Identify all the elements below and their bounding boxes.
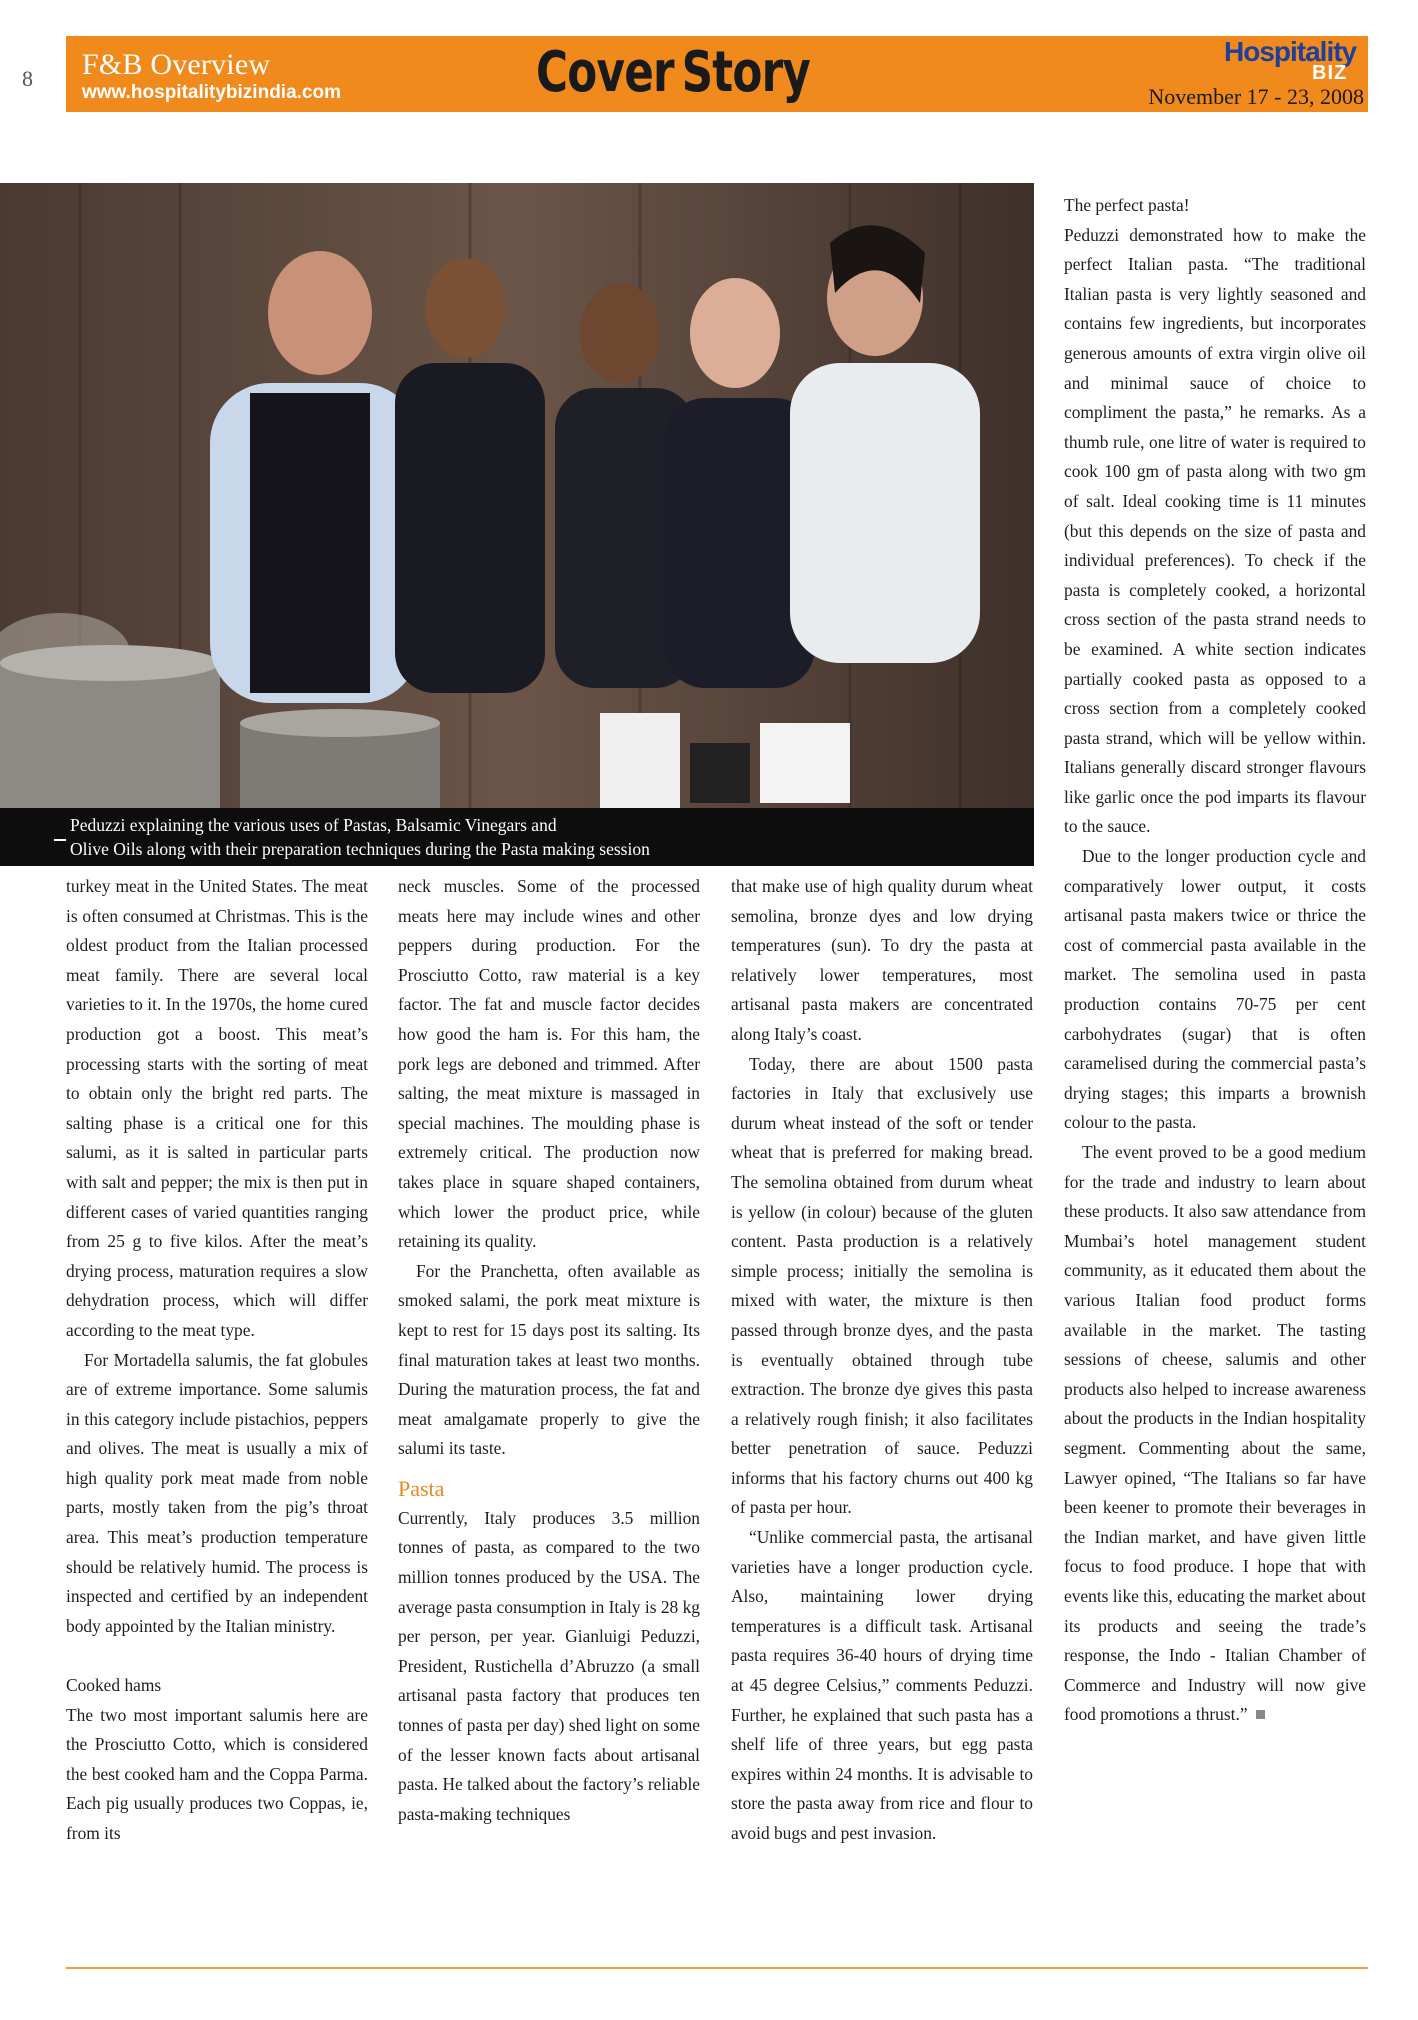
caption-dash <box>54 839 66 841</box>
brand-logo-main: Hospitality <box>1224 36 1357 67</box>
event-photo <box>0 183 1034 865</box>
cover-story-word-1: Cover <box>536 40 674 105</box>
paragraph-final <box>1064 1138 1366 1730</box>
photo-caption <box>0 808 1034 866</box>
paragraph: The two most important salumis here are the Prosciutto Cotto, which is considered the best cooked ham and the Coppa Parma. Each pig usually produces two Coppas, ie, from its <box>66 1704 368 1843</box>
paragraph: Currently, Italy produces 3.5 million tonnes of pasta, as compared to the two million tonnes produced by the USA. The average pasta consumption in Italy is 28 kg per person, per year. Gianluigi Peduzzi, President, Rustichella d’Abruzzo (a small artisanal pasta factory that produces ten tonnes of pasta per day) shed light on some of the lesser known facts about artisanal pasta. He talked about the factory’s reliable pasta-making techniques <box>398 1507 700 1824</box>
paragraph: Today, there are about 1500 pasta factories in Italy that exclusively use durum wheat instead of the soft or tender wheat that is preferred for making bread. The semolina obtained from durum wheat is yellow (in colour) because of the gluten content. Pasta production is a relatively simple process; initially the semolina is mixed with water, the mixture is then passed through bronze dyes, and the pasta is eventually obtained through tube extraction. The bronze dye gives this pasta a relatively rough finish; it also facilitates better penetration of sauce. Peduzzi informs that his factory churns out 400 kg of pasta per hour. <box>731 1053 1033 1518</box>
cover-story-title <box>536 40 810 105</box>
page-number: 8 <box>22 66 33 91</box>
article-column-2 <box>398 872 700 1829</box>
paragraph: Peduzzi demonstrated how to make the perfect Italian pasta. “The traditional Italian pasta is very lightly seasoned and contains few ingredients, but incorporates generous amounts of extra virgin olive oil and minimal sauce of choice to compliment the pasta,” he remarks. As a thumb rule, one litre of water is required to cook 100 gm of pasta along with two gm of salt. Ideal cooking time is 11 minutes (but this depends on the size of pasta and individual preferences). To check if the pasta is completely cooked, a horizontal cross section of the pasta strand needs to be examined. A white section indicates partially cooked pasta as opposed to a cross section from a completely cooked pasta strand, which will be yellow within. Italians generally discard stronger flavours like garlic once the pod imparts its flavour to the sauce. <box>1064 224 1366 837</box>
paragraph: Due to the longer production cycle and comparatively lower output, it costs artisanal pasta makers twice or thrice the cost of commercial pasta available in the market. The semolina used in pasta production contains 70-75 per cent carbohydrates (sugar) that is often caramelised during the commercial pasta’s drying stages; this imparts a brownish colour to the pasta. <box>1064 846 1366 1133</box>
section-title: F&B Overview <box>82 48 271 81</box>
article-column-4 <box>1064 191 1366 1730</box>
paragraph: neck muscles. Some of the processed meats here may include wines and other peppers during production. For the Prosciutto Cotto, raw material is a key factor. The fat and muscle factor decides how good the ham is. For this ham, the pork legs are deboned and trimmed. After salting, the meat mixture is massaged in special machines. The moulding phase is extremely critical. The production now takes place in square shaped containers, which lower the product price, while retaining its quality. <box>398 876 700 1252</box>
paragraph: turkey meat in the United States. The meat is often consumed at Christmas. This is the oldest product from the Italian processed meat family. There are several local varieties to it. In the 1970s, the home cured production got a boost. This meat’s processing starts with the sorting of meat to obtain only the bright red parts. The salting phase is a critical one for this salumi, as it is salted in particular parts with salt and pepper; the mix is then put in different cases of varied quantities ranging from 25 g to five kilos. After the meat’s drying process, maturation requires a slow dehydration process, which will differ according to the meat type. <box>66 876 368 1340</box>
subheading-perfect-pasta: The perfect pasta! <box>1064 195 1190 215</box>
end-of-article-marker <box>1256 1710 1265 1719</box>
subheading-cooked-hams: Cooked hams <box>66 1675 162 1696</box>
article-column-1 <box>66 872 368 1849</box>
paragraph: that make use of high quality durum wheat semolina, bronze dyes and low drying temperatures (sun). To dry the pasta at relatively lower temperatures, most artisanal pasta makers are concentrated along Italy’s coast. <box>731 876 1033 1044</box>
paragraph-final-text: The event proved to be a good medium for the trade and industry to learn about these products. It also saw attendance from Mumbai’s hotel management student community, as it educated them about the various Italian food product forms available in the market. The tasting sessions of cheese, salumis and other products also helped to increase awareness about the products in the Indian hospitality segment. Commenting about the same, Lawyer opined, “The Italians so far have been keener to promote their beverages in the Indian market, and have given little focus to food produce. I hope that with events like this, educating the market about its products and seeing the trade’s response, the Indo - Italian Chamber of Commerce and Industry will now give food promotions a thrust.” <box>1064 1142 1366 1725</box>
spacer <box>66 1641 368 1671</box>
issue-date: November 17 - 23, 2008 <box>1148 84 1364 109</box>
footer-rule <box>66 1967 1368 1969</box>
event-photo-illustration <box>0 183 1034 865</box>
heading-pasta: Pasta <box>398 1475 445 1501</box>
paragraph: For the Pranchetta, often available as smoked salami, the pork meat mixture is kept to rest for 15 days post its salting. Its final maturation takes at least two months. During the maturation process, the fat and meat amalgamate properly to give the salumi its taste. <box>398 1260 700 1459</box>
caption-line-1: Peduzzi explaining the various uses of Pastas, Balsamic Vinegars and <box>70 815 557 835</box>
paragraph: “Unlike commercial pasta, the artisanal varieties have a longer production cycle. Also, maintaining lower drying temperatures is a difficult task. Artisanal pasta requires 36-40 hours of drying time at 45 degree Celsius,” comments Peduzzi. Further, he explained that such pasta has a shelf life of three years, but egg pasta expires within 24 months. It is advisable to store the pasta away from rice and flour to avoid bugs and pest invasion. <box>731 1527 1033 1843</box>
paragraph: For Mortadella salumis, the fat globules are of extreme importance. Some salumis in this category include pistachios, peppers and olives. The meat is usually a mix of high quality pork meat made from noble parts, mostly taken from the pig’s throat area. This meat’s production temperature should be relatively humid. The process is inspected and certified by an independent body appointed by the Italian ministry. <box>66 1349 368 1636</box>
cover-story-word-2: Story <box>681 40 811 105</box>
brand-logo-sub: BIZ <box>1312 62 1348 84</box>
caption-line-2: Olive Oils along with their preparation techniques during the Pasta making session <box>70 839 650 859</box>
article-column-3 <box>731 872 1033 1849</box>
brand-logo <box>1224 36 1364 82</box>
website-link[interactable]: www.hospitalitybizindia.com <box>82 82 341 103</box>
